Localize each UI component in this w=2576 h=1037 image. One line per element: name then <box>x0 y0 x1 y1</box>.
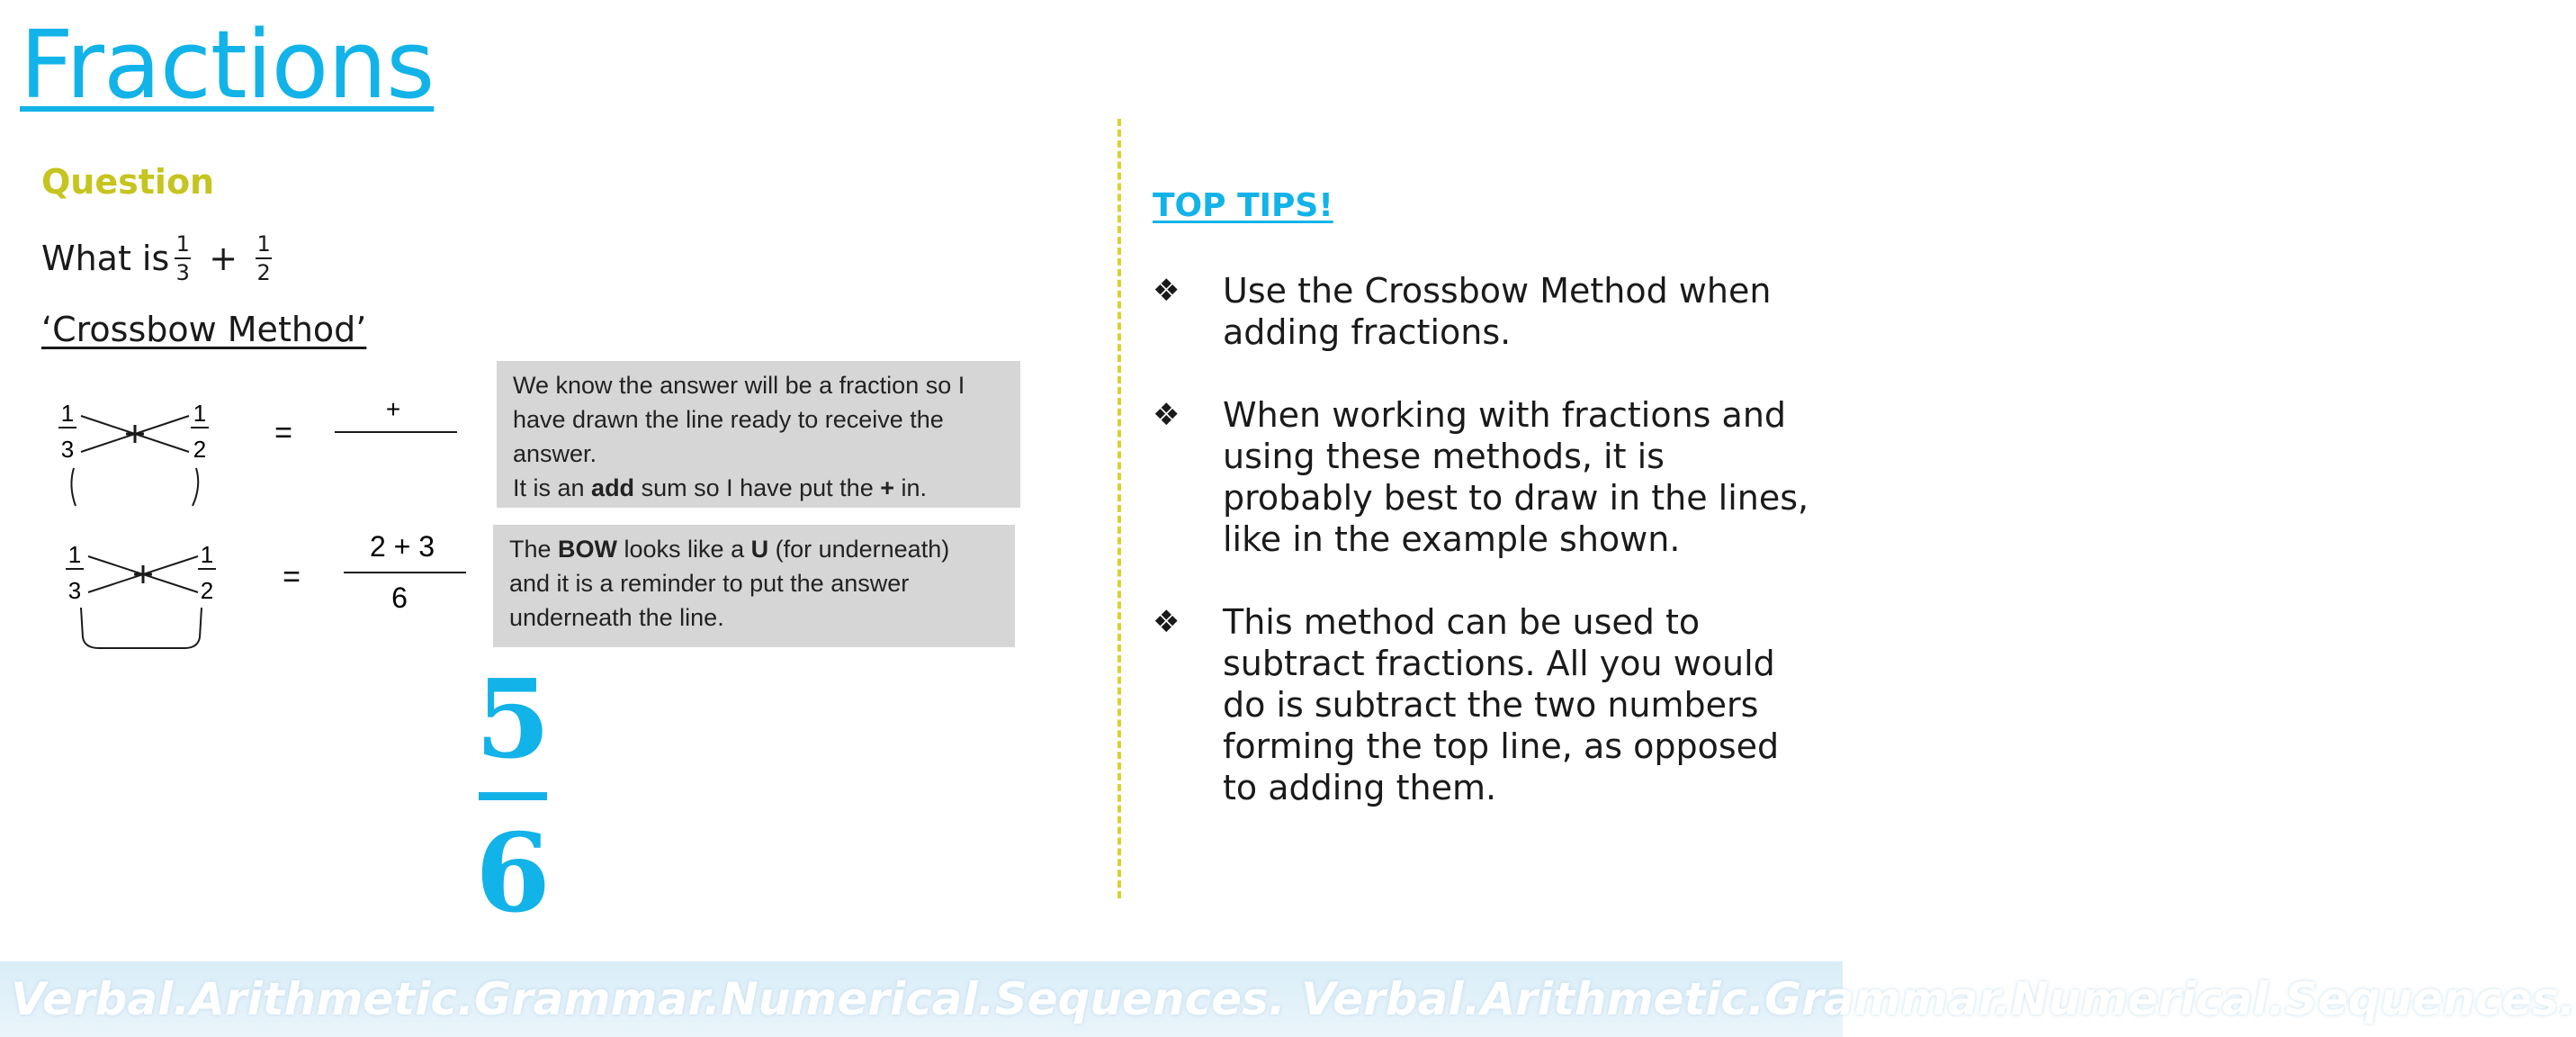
row1-fraction1-numerator: 1 <box>60 400 75 427</box>
bow-arc <box>193 468 198 506</box>
row2-fraction2-numerator: 1 <box>200 541 214 568</box>
text-run-bold: + <box>880 474 894 501</box>
fraction-numerator: 1 <box>175 231 190 257</box>
tip-item <box>1153 270 1818 353</box>
question-operator: + <box>209 239 238 279</box>
box2-line: and it is a reminder to put the answer <box>509 570 910 597</box>
fraction-bar <box>175 257 191 259</box>
bow-u-shape <box>81 608 202 648</box>
box1-line: We know the answer will be a fraction so I <box>513 372 965 399</box>
crossbow-row-1 <box>58 395 457 506</box>
question-text <box>41 232 277 285</box>
text-run-bold: U <box>750 536 769 563</box>
fraction-numerator: 1 <box>256 231 271 257</box>
text-run: It is an <box>513 474 592 501</box>
top-tips-heading: TOP TIPS! <box>1153 187 1333 224</box>
explanation-box-1 <box>497 361 1020 508</box>
tip-item <box>1153 394 1818 560</box>
question-fraction-1 <box>175 232 191 285</box>
row2-fraction2-denominator: 2 <box>200 577 214 604</box>
fraction-bar <box>256 257 272 259</box>
answer-fraction-bar <box>479 792 547 800</box>
crossbow-working-diagram <box>36 387 486 666</box>
answer-fraction <box>468 656 558 937</box>
question-prefix: What is <box>41 239 170 279</box>
text-run: in. <box>894 474 928 501</box>
question-label: Question <box>41 162 215 202</box>
box2-line <box>509 532 999 566</box>
row2-denominator-product: 6 <box>391 582 408 614</box>
crossbow-row-2 <box>66 530 466 648</box>
explanation-box-2 <box>493 525 1015 647</box>
text-run-bold: add <box>591 474 635 501</box>
box1-line: answer. <box>513 440 597 467</box>
row2-equals: = <box>283 560 301 594</box>
row1-plus: + <box>385 395 401 423</box>
answer-denominator: 6 <box>475 810 551 937</box>
tip-item <box>1153 601 1818 808</box>
row1-fraction1-denominator: 3 <box>60 436 75 463</box>
diamond-bullet-icon: ❖ <box>1153 273 1180 309</box>
text-run: looks like a <box>617 536 751 563</box>
page-title: Fractions <box>20 10 435 120</box>
tip-text: This method can be used to subtract fractions. All you would do is subtract the two numbers forming the top line, as opposed to adding them. <box>1223 602 1780 807</box>
question-fraction-2 <box>256 232 272 285</box>
tip-text: When working with fractions and using these methods, it is probably best to draw in the lines, like in the example shown. <box>1223 395 1809 559</box>
row2-fraction1-denominator: 3 <box>67 577 82 604</box>
fraction-denominator: 2 <box>256 260 271 286</box>
box2-line: underneath the line. <box>509 604 724 631</box>
tip-text: Use the Crossbow Method when adding fractions. <box>1223 271 1772 352</box>
fraction-denominator: 3 <box>175 260 190 286</box>
text-run: The <box>509 536 559 563</box>
row2-fraction1-numerator: 1 <box>67 541 82 568</box>
diamond-bullet-icon: ❖ <box>1153 604 1180 640</box>
dashed-divider <box>1117 119 1121 898</box>
answer-numerator: 5 <box>475 656 551 783</box>
row1-equals: = <box>274 416 292 450</box>
box1-line: have drawn the line ready to receive the <box>513 406 944 433</box>
text-run: (for underneath) <box>768 536 950 563</box>
text-run-bold: BOW <box>558 536 618 563</box>
row1-fraction2-numerator: 1 <box>193 400 207 427</box>
method-title: ‘Crossbow Method’ <box>41 310 367 349</box>
row2-numerator-sum: 2 + 3 <box>369 530 435 563</box>
bow-arc <box>71 468 76 506</box>
row1-fraction2-denominator: 2 <box>193 436 207 463</box>
top-tips-list <box>1153 270 1818 850</box>
footer-banner <box>0 961 2576 1037</box>
diamond-bullet-icon: ❖ <box>1153 397 1180 433</box>
banner-text: Verbal.Arithmetic.Grammar.Numerical.Sequences. Verbal.Arithmetic.Grammar.Numerical.Sequences. <box>11 973 2576 1025</box>
box1-line <box>513 471 1004 505</box>
text-run: sum so I have put the <box>634 474 881 501</box>
